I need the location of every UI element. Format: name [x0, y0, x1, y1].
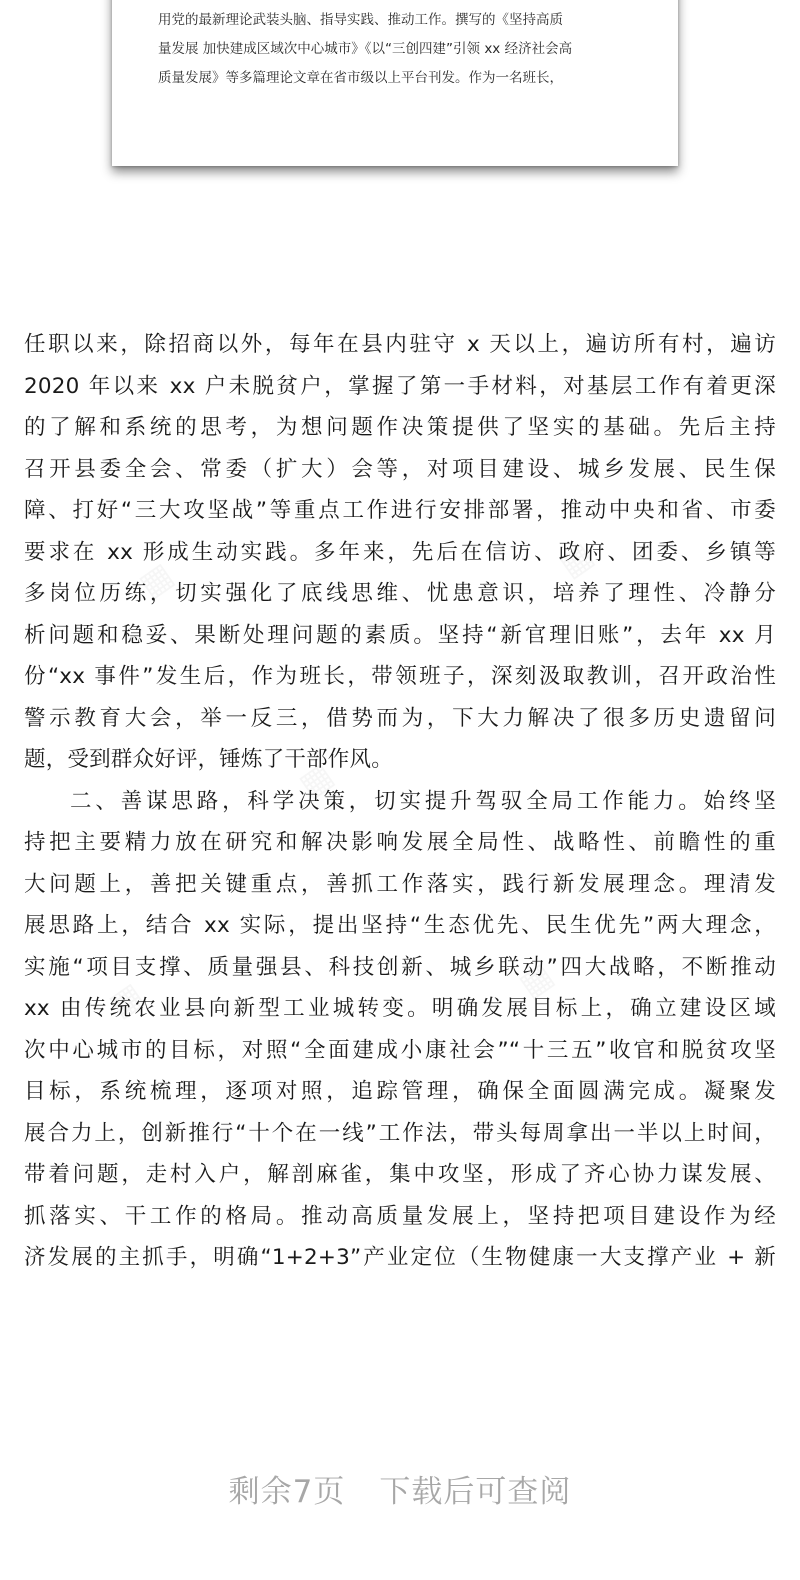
preview-page-card: [112, 0, 678, 166]
body-line: 份“xx 事件”发生后，作为班长，带领班子，深刻汲取教训，召开政治性: [24, 664, 776, 689]
preview-line: 质量发展》等多篇理论文章在省市级以上平台刊发。作为一名班长，: [158, 70, 563, 86]
remaining-pages-notice[interactable]: [0, 1466, 800, 1511]
body-line: 召开县委全会、常委（扩大）会等，对项目建设、城乡发展、民生保: [24, 456, 776, 482]
body-line: 大问题上，善把关键重点，善抓工作落实，践行新发展理念。理清发: [24, 871, 776, 897]
body-line: 次中心城市的目标，对照“全面建成小康社会”“十三五”收官和脱贫攻坚: [24, 1037, 776, 1063]
preview-text: [158, 6, 658, 93]
remaining-pages-count: 剩余7页: [228, 1474, 346, 1510]
body-line: 障、打好“三大攻坚战”等重点工作进行安排部署，推动中央和省、市委: [24, 498, 776, 523]
body-line: 展思路上，结合 xx 实际，提出坚持“生态优先、民生优先”两大理念，: [24, 913, 776, 938]
body-line: 题，受到群众好评，锤炼了干部作风。: [24, 747, 393, 772]
download-hint: 下载后可查阅: [379, 1474, 572, 1510]
preview-line: 用党的最新理论武装头脑、指导实践、推动工作。撰写的《坚持高质: [158, 12, 563, 28]
body-line: 实施“项目支撑、质量强县、科技创新、城乡联动”四大战略，不断推动: [24, 954, 776, 980]
body-line: 抓落实、干工作的格局。推动高质量发展上，坚持把项目建设作为经: [24, 1203, 776, 1229]
body-line: 展合力上，创新推行“十个在一线”工作法，带头每周拿出一半以上时间，: [24, 1120, 776, 1146]
body-line: 要求在 xx 形成生动实践。多年来，先后在信访、政府、团委、乡镇等: [24, 539, 776, 565]
document-body: [24, 324, 776, 1279]
body-line: 析问题和稳妥、果断处理问题的素质。坚持“新官理旧账”，去年 xx 月: [24, 622, 776, 648]
body-line: 目标，系统梳理，逐项对照，追踪管理，确保全面圆满完成。凝聚发: [24, 1079, 776, 1104]
body-line: 2020 年以来 xx 户未脱贫户，掌握了第一手材料，对基层工作有着更深: [24, 373, 776, 399]
body-line: 多岗位历练，切实强化了底线思维、忧患意识，培养了理性、冷静分: [24, 581, 776, 606]
body-line: 的了解和系统的思考，为想问题作决策提供了坚实的基础。先后主持: [24, 415, 776, 440]
body-line: 警示教育大会，举一反三，借势而为，下大力解决了很多历史遗留问: [24, 705, 776, 731]
body-line: 持把主要精力放在研究和解决影响发展全局性、战略性、前瞻性的重: [24, 830, 776, 855]
body-line: 带着问题，走村入户，解剖麻雀，集中攻坚，形成了齐心协力谋发展、: [24, 1162, 776, 1187]
body-line: 任职以来，除招商以外，每年在县内驻守 x 天以上，遍访所有村，遍访: [24, 332, 776, 357]
body-line: 济发展的主抓手，明确“1+2+3”产业定位（生物健康一大支撑产业 + 新: [24, 1245, 776, 1270]
preview-line: 量发展 加快建成区域次中心城市》《以“三创四建”引领 xx 经济社会高: [158, 41, 573, 57]
section-heading-line: 二、善谋思路，科学决策，切实提升驾驭全局工作能力。始终坚: [70, 788, 776, 814]
body-line: xx 由传统农业县向新型工业城转变。明确发展目标上，确立建设区域: [24, 996, 776, 1021]
